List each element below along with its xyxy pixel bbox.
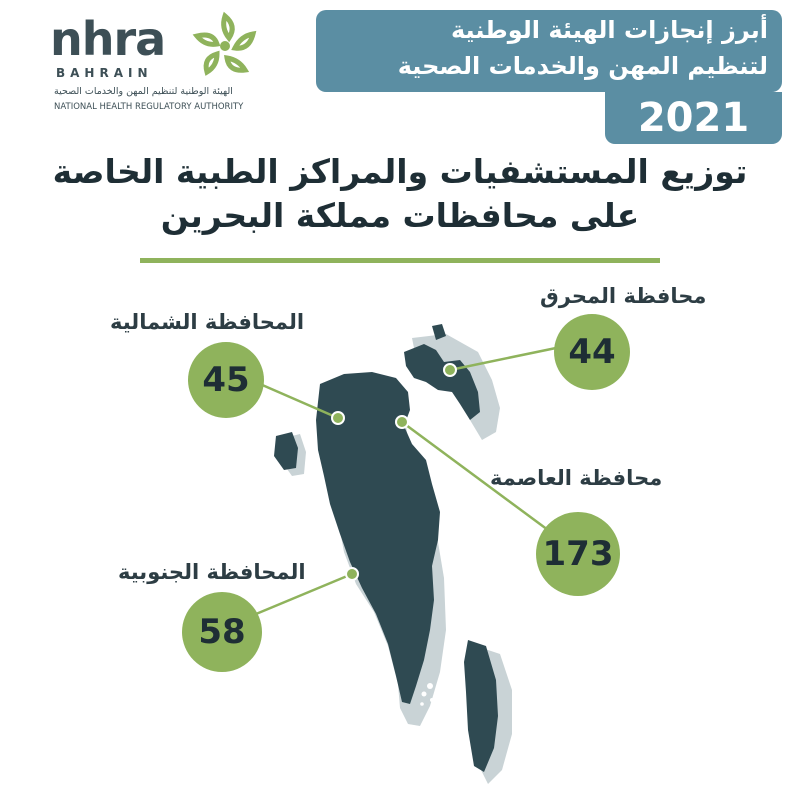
southern-label: المحافظة الجنوبية bbox=[118, 560, 306, 584]
southern-marker bbox=[346, 568, 358, 580]
capital-count: 173 bbox=[536, 512, 620, 596]
logo-country: BAHRAIN bbox=[56, 66, 153, 80]
capital-label: محافظة العاصمة bbox=[490, 466, 663, 490]
title-line-1: توزيع المستشفيات والمراكز الطبية الخاصة bbox=[52, 152, 748, 191]
logo-wordmark: nhra bbox=[50, 12, 166, 66]
bahrain-map bbox=[0, 270, 800, 801]
northern-count: 45 bbox=[188, 342, 264, 418]
logo-flower-icon bbox=[185, 8, 265, 88]
logo-name-en: NATIONAL HEALTH REGULATORY AUTHORITY bbox=[54, 102, 244, 112]
northern-marker bbox=[332, 412, 344, 424]
muharraq-count: 44 bbox=[554, 314, 630, 390]
northern-label: المحافظة الشمالية bbox=[110, 310, 305, 334]
southern-count: 58 bbox=[182, 592, 262, 672]
title-underline bbox=[140, 258, 660, 263]
logo-name-ar: الهيئة الوطنية لتنظيم المهن والخدمات الصحية bbox=[54, 86, 233, 97]
page-title bbox=[40, 150, 760, 238]
muharraq-marker bbox=[444, 364, 456, 376]
badge-line-2: لتنظيم المهن والخدمات الصحية bbox=[397, 52, 768, 80]
nhra-logo bbox=[40, 8, 270, 118]
badge-line-1: أبرز إنجازات الهيئة الوطنية bbox=[450, 16, 768, 44]
achievements-badge bbox=[316, 10, 782, 92]
title-line-2: على محافظات مملكة البحرين bbox=[160, 196, 640, 235]
badge-year: 2021 bbox=[605, 92, 782, 144]
muharraq-label: محافظة المحرق bbox=[540, 284, 707, 308]
capital-marker bbox=[396, 416, 408, 428]
